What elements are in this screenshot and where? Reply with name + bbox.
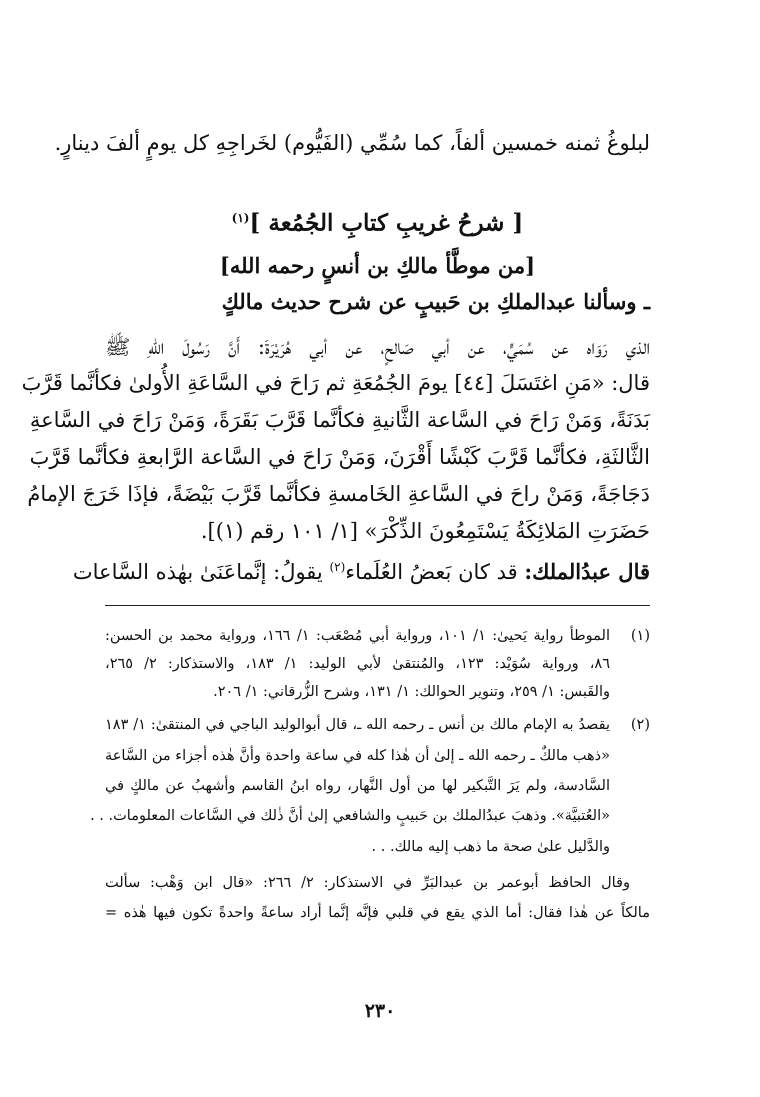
section-title-text: [ شرحُ غريبِ كتابِ الجُمُعة ]	[249, 209, 524, 237]
footnote-ref-1: (١)	[231, 211, 250, 225]
footnote-divider	[105, 605, 650, 606]
footnote-ref-2: (٢)	[329, 560, 346, 574]
footnote-2-text-5: والدَّليل علىٰ صحة ما ذهب إليه مالك. . .	[371, 839, 610, 855]
footnote-2-number: (٢)	[630, 717, 650, 733]
footnote-2-text-1: يقصدُ به الإمام مالك بن أنس ـ رحمه الله ـ، قال أبوالوليد الباجي في المنتقىٰ: ١/ ١٨٣	[105, 717, 611, 733]
text-line-1: لبلوغُ ثمنه خمسين ألفاً، كما سُمِّي (الفَيُّوم) لخَراجِهِ كل يومٍ ألفَ دينارٍ.	[54, 131, 650, 155]
paragraph-line-3: بَدَنَةً، وَمَنْ رَاحَ في السَّاعة الثَّانيةِ فكأنَّما قَرَّبَ بَقَرَةً، وَمَنْ رَاحَ في السَّاعةِ	[29, 408, 650, 432]
footnote-1-text-2: ٨٦، ورواية سُوَيْد: ١٢٣، والمُنتقىٰ لأبي الوليد: ١/ ١٨٣، والاستذكار: ٢/ ٢٦٥،	[105, 656, 610, 672]
paragraph-line-2: قال: «مَنِ اغتَسَلَ [٤٤] يومَ الجُمُعَةِ ثم رَاحَ في السَّاعَةِ الأُولىٰ فكأنَّما قَرَّبَ	[21, 371, 650, 395]
footnote-1-text-1: الموطأ رواية يَحيىٰ: ١/ ١٠١، ورواية أبي مُصْعَب: ١/ ١٦٦، ورواية محمد بن الحسن:	[105, 628, 610, 644]
footnote-1-number: (١)	[630, 628, 650, 644]
paragraph-line-4: الثَّالثَةِ، فكأنَّما قَرَّبَ كَبْشًا أَقْرَنَ، وَمَنْ رَاحَ في السَّاعة الرَّابعةِ فكأنَّما قَرَّبَ	[29, 445, 650, 469]
paragraph-line-5: دَجَاجَةً، وَمَنْ راحَ في السَّاعةِ الخَامسةِ فكأنَّما قَرَّبَ بَيْضَةً، فإذَا خَرَجَ الإمامُ	[27, 482, 650, 506]
line-7-end: يقولُ: إنَّماعَنَىٰ بهٰذه السَّاعات	[72, 560, 323, 584]
footnote-2-text-2: «ذهب مالكٌ ـ رحمه الله ـ إلىٰ أن هٰذا كله في ساعة واحدة وأنَّ هٰذه أجزاء من السَّاعة	[105, 748, 610, 764]
paragraph-line-7	[72, 552, 650, 587]
page-number: ٢٣٠	[364, 1000, 396, 1022]
paragraph-line-6: حَضَرَتِ المَلائِكَةُ يَسْتَمِعُونَ الذِّكْرَ» [١/ ١٠١ رقم (١)].	[200, 519, 650, 543]
line-7-text: قد كان بَعضُ العُلَماء	[345, 560, 518, 584]
footnote-3-line-1: وقال الحافظ أبوعمر بن عبدالبَرِّ في الاستذكار: ٢/ ٢٦٦: «قال ابن وَهْب: سألت	[105, 875, 630, 891]
section-subtitle: [من موطَّأ مالكِ بن أنسٍ رحمه الله]	[219, 253, 536, 278]
speaker-name: قال عبدُالملك:	[524, 559, 650, 584]
footnote-2-text-4: «العُتبيَّة». وذهبَ عبدُالملك بن حَبيبٍ والشافعي إلىٰ أنَّ ذٰلك في السَّاعات المعلومات. . .	[90, 808, 610, 824]
paragraph-line-1: الذي رَوَاه عن سُمَيٍّ، عن أبي صَالحٍ، عن أبي هُرَيْرَةَ: أَنَّ رَسُولَ اللهِ ﷺ	[105, 335, 650, 359]
question-line: ـ وسألنا عبدالملكِ بن حَبيبٍ عن شرح حديث مالكٍ	[221, 289, 650, 314]
footnote-2-text-3: السَّادسة، ولم يَرَ التَّبكير لها من أول النَّهار، رواه ابنُ القاسم وأشهبُ عن مالكٍ في	[105, 778, 610, 794]
section-title	[105, 203, 650, 239]
footnote-3-line-2: مالكاً عن هٰذا فقال: أما الذي يقع في قلبي فإنَّه إنَّما أراد ساعةً واحدةً تكون فيها هٰذه =	[105, 905, 650, 921]
footnote-1-text-3: والقَبس: ١/ ٢٥٩، وتنوير الحوالك: ١/ ١٣١، وشرح الزُّرقاني: ١/ ٢٠٦.	[213, 684, 610, 700]
